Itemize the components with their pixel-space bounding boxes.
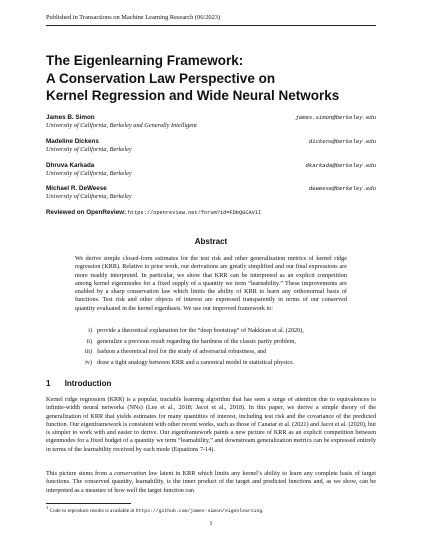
review-link[interactable]: https://openreview.net/forum?id=FDbQGCAViI — [127, 210, 262, 216]
author-affiliation: University of California, Berkeley and Generally Intelligent — [46, 122, 197, 130]
section-number: 1 — [46, 379, 51, 388]
footnote-marker: 1 — [46, 505, 49, 510]
body-paragraph — [46, 470, 376, 495]
title-line: Kernel Regression and Wide Neural Networks — [46, 88, 340, 103]
list-item — [78, 337, 347, 348]
author-block — [46, 162, 376, 178]
author-email: deweese@berkeley.edu — [308, 185, 376, 192]
footnote-rule — [46, 503, 131, 504]
author-name: James B. Simon — [46, 114, 95, 121]
list-item-text: fashion a theoretical tool for the study of adversarial robustness, and — [97, 348, 267, 356]
abstract-body — [75, 255, 347, 313]
paragraph-text-end: latent in KRR which limits any kernel’s ability to learn any complete basis of target functions. The conserved quantity, learnability, is the inner product of the target and predicted functions and, as we show, can be interpreted as a measure of how well the target function can — [46, 470, 376, 494]
author-email: dkarkada@berkeley.edu — [305, 162, 376, 169]
emphasis-text: conservation law — [114, 470, 158, 477]
header-rule — [46, 25, 376, 26]
author-name: Madeline Dickens — [46, 138, 99, 145]
author-block — [46, 185, 376, 201]
list-item-text: provide a theoretical explanation for the “deep bootstrap” of Nakkiran et al. (2020), — [97, 327, 304, 334]
page-number: 1 — [209, 520, 213, 527]
section-heading — [46, 379, 111, 388]
paragraph-text — [46, 470, 376, 495]
footnote-text: Code to reproduce results is available at — [49, 507, 136, 514]
list-marker: i) — [88, 327, 92, 334]
abstract-text: We derive simple closed-form estimates for the test risk and other generalization metrics of kernel ridge regression (KRR). Relative to prior work, our derivations are greatly simplified and our final expressions are more readily interpreted. In particular, we show that KRR can be interpreted as an explicit competition among kernel eigenmodes for a fixed supply of a quantity we term “learnability.” These improvements are enabled by a sharp conservation law which limits the ability of KRR to learn any orthonormal basis of functions. Test risk and other objects of interest are expressed transparently in terms of our conserved quantity evaluated in the kernel eigenbasis. We use our improved framework to: — [75, 255, 347, 312]
author-email: dickens@berkeley.edu — [308, 138, 376, 145]
list-item-text: draw a tight analogy between KRR and a canonical model in statistical physics. — [97, 358, 295, 366]
author-affiliation: University of California, Berkeley — [46, 193, 132, 201]
title-line: The Eigenlearning Framework: — [46, 53, 244, 68]
author-email: james.simon@berkeley.edu — [295, 114, 376, 121]
title-line: A Conservation Law Perspective on — [46, 70, 276, 86]
footnote — [46, 505, 264, 514]
list-marker: iv) — [85, 358, 92, 366]
list-item — [78, 347, 347, 358]
author-block — [46, 138, 376, 154]
abstract-heading: Abstract — [194, 237, 228, 246]
review-line — [46, 209, 261, 216]
list-item — [78, 326, 347, 337]
section-title: Introduction — [64, 379, 112, 388]
paper-title — [46, 52, 339, 105]
author-affiliation: University of California, Berkeley — [46, 146, 132, 154]
author-name: Dhruva Karkada — [46, 162, 95, 169]
list-item — [78, 358, 347, 369]
author-affiliation: University of California, Berkeley — [46, 170, 132, 178]
list-marker: ii) — [86, 337, 92, 345]
list-item-text: generalize a previous result regarding the hardness of the classic parity problem, — [97, 337, 296, 345]
footnote-link[interactable]: https://github.com/james-simon/eigenlearning — [135, 508, 263, 514]
footnote-end: . — [262, 507, 264, 514]
running-head: Published in Transactions on Machine Learning Research (06/2023) — [46, 14, 221, 21]
body-paragraph — [46, 396, 376, 454]
review-label: Reviewed on OpenReview: — [46, 209, 127, 216]
author-block — [46, 114, 376, 130]
contribution-list — [78, 326, 347, 368]
list-marker: iii) — [84, 348, 92, 356]
paragraph-text-start: This picture stems from a — [46, 470, 115, 477]
paragraph-text: Kernel ridge regression (KRR) is a popular, tractable learning algorithm that has seen a surge of attention due to equivalences to infinite-width neural networks (NNs) (Lee et al., 2018; Jacot et al., 2018). In this paper, we derive a simple theory of the generalization of KRR that yields estimates for many quantities of interest, including test risk and the covariance of the predicted function. Our eigenframework is consistent with other recent works, such as those of Canatar et al. (2021) and Jacot et al. (2020), but is simpler to work with and easier to derive. Our eigenframework paints a new picture of KRR as an explicit competition between eigenmodes for a fixed budget of a quantity we term “learnability,” and downstream generalization metrics can be expressed entirely in terms of the learnability received by each mode (Equations 7-14). — [46, 396, 376, 453]
author-name: Michael R. DeWeese — [46, 185, 107, 192]
